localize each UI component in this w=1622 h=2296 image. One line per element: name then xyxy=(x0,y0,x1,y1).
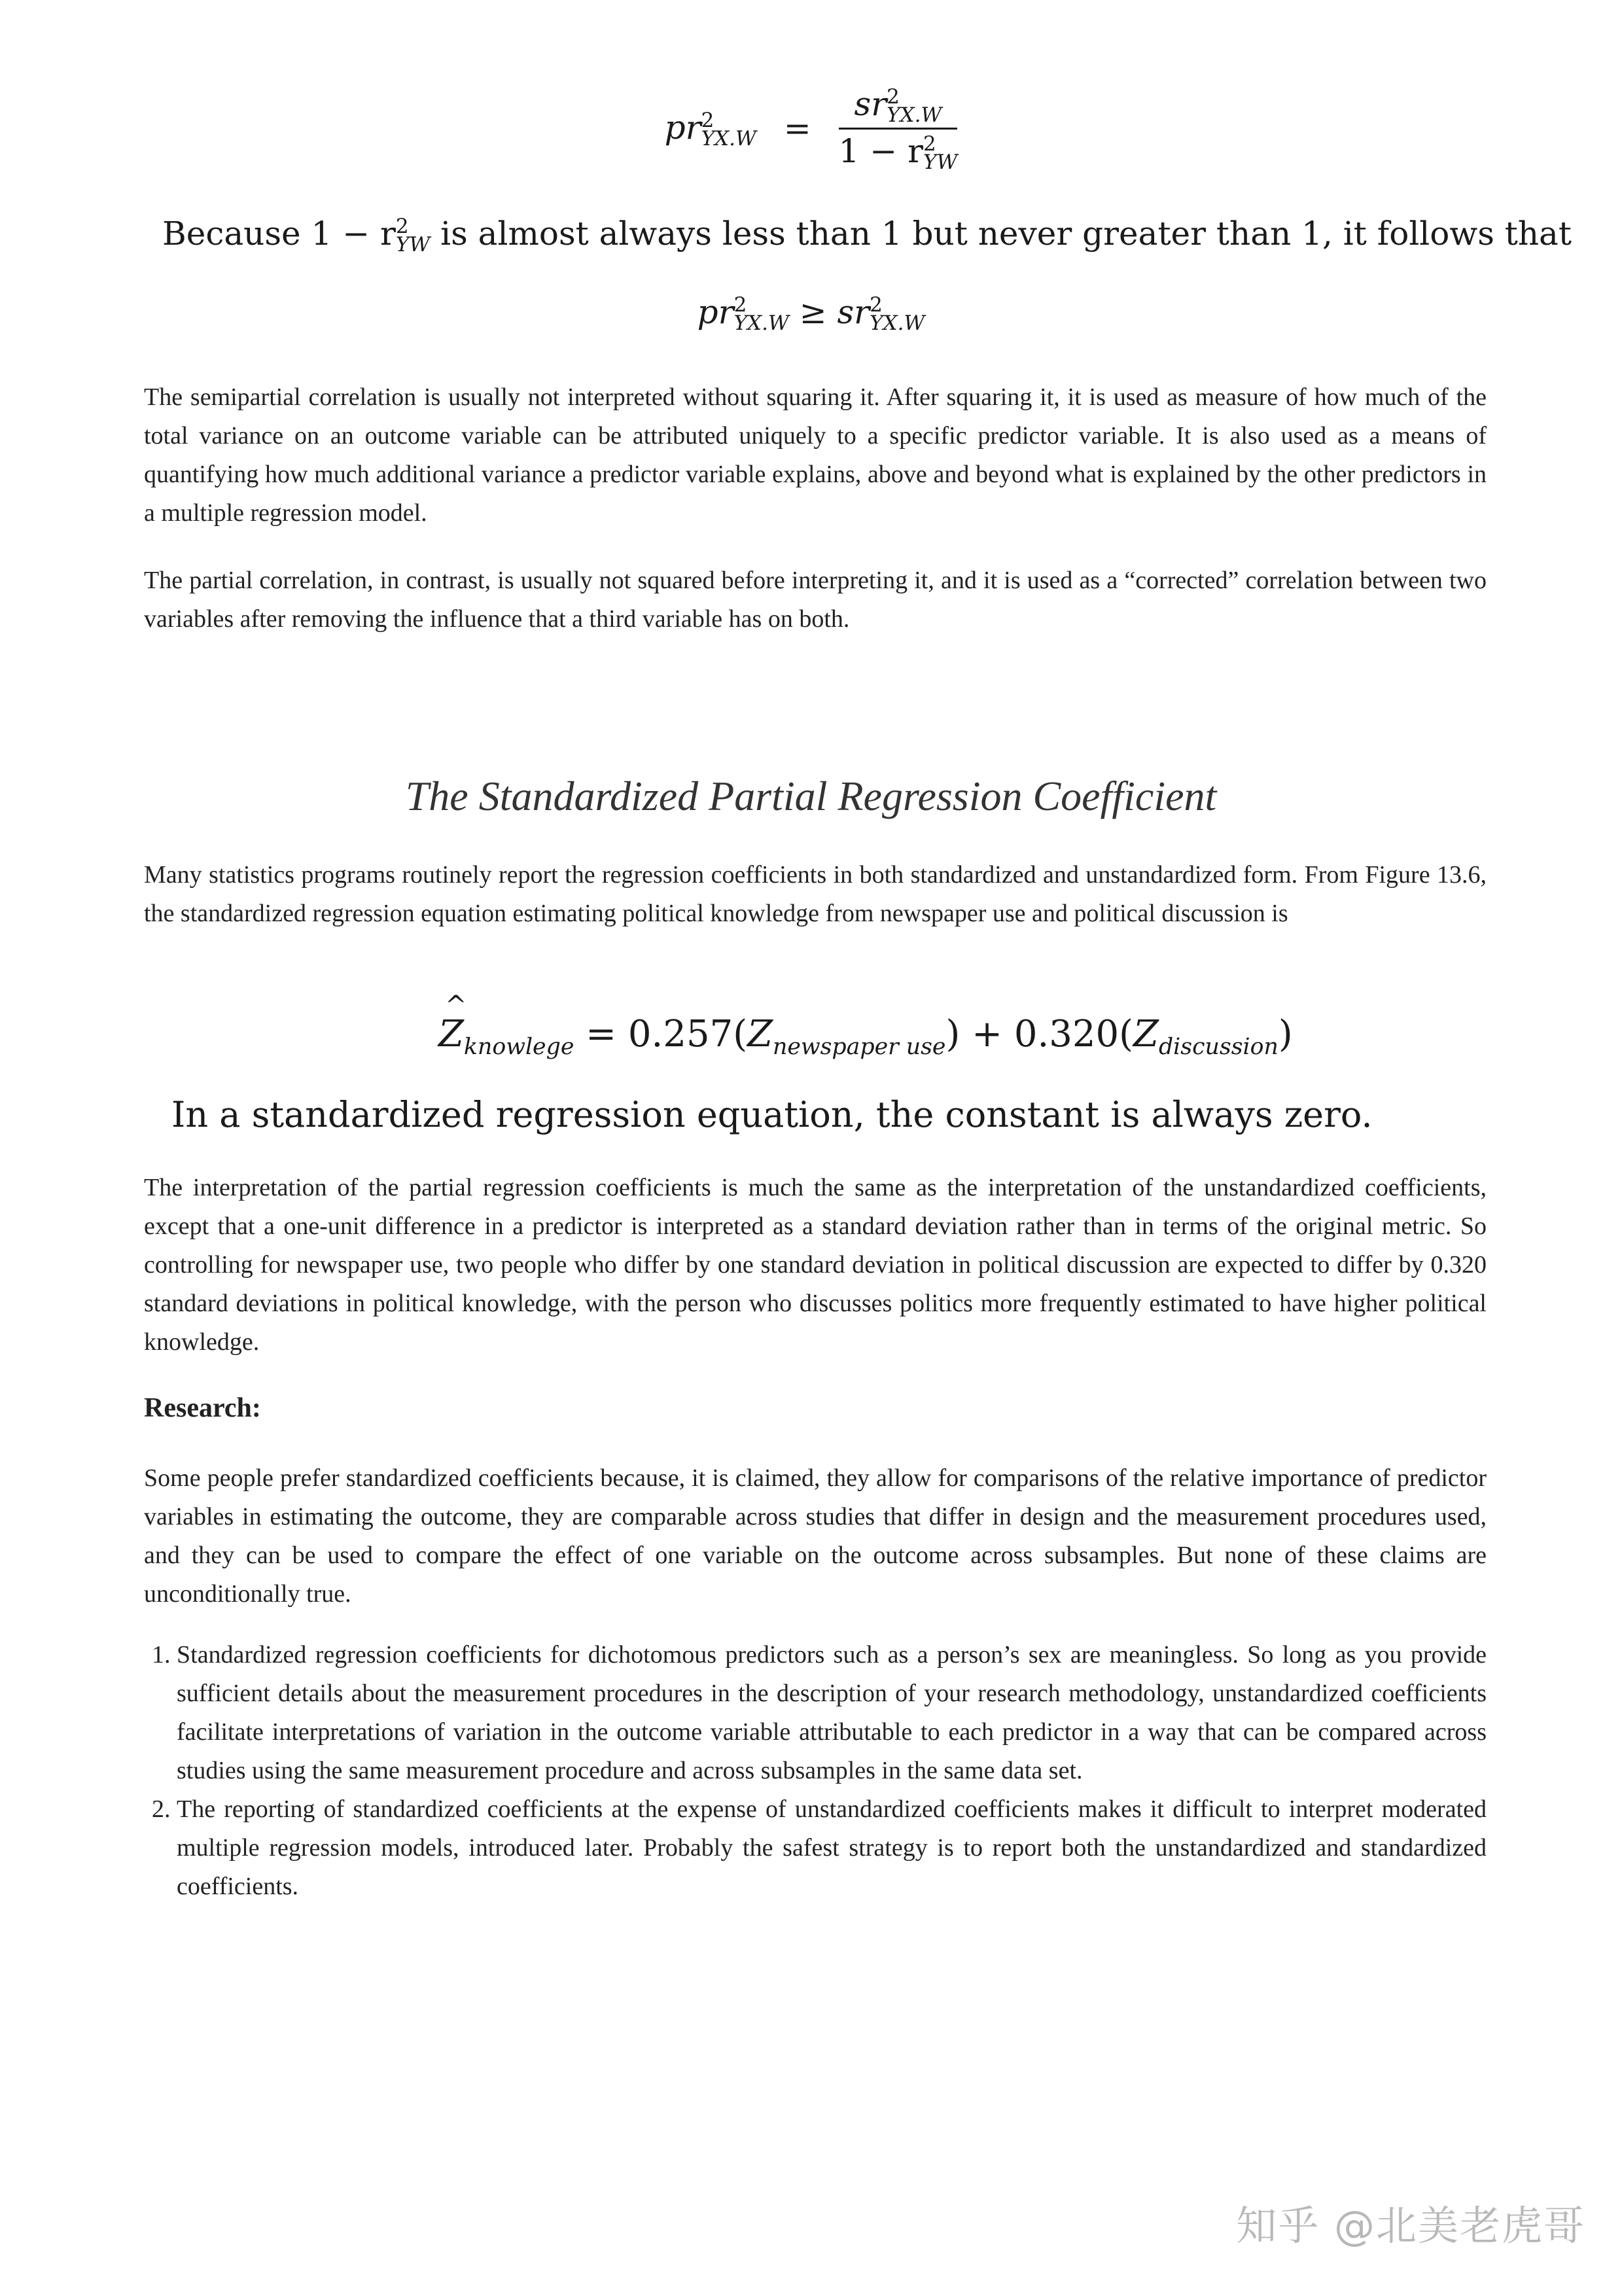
because-sup: 2 xyxy=(395,215,409,239)
section-title: The Standardized Partial Regression Coefficient xyxy=(405,773,1217,819)
paragraph-research: Some people prefer standardized coefficients because, it is claimed, they allow for comparisons of the relative importance of predictor variables in estimating the outcome, they are comparable across studies that differ in design and the measurement procedures used, and they can be used to compare the effect of one variable on the outcome across subsamples. But none of these claims are unconditionally true. xyxy=(144,1464,1487,1608)
watermark: 知乎 @北美老虎哥 xyxy=(1236,2202,1585,2250)
eq2-rhs: sr xyxy=(837,293,870,331)
eq1-num-sub: YX.W xyxy=(887,103,942,127)
eq1-equals: = xyxy=(783,109,811,148)
paragraph-interpretation: The interpretation of the partial regression coefficients is much the same as the interpretation of the unstandardized coefficients, except that a one-unit difference in a predictor is interpreted as a standard deviation rather than in terms of the original metric. So controlling for newspaper use, two people who differ by one standard deviation in political discussion are expected to differ by 0.320 standard deviations in political knowledge, with the person who discusses politics more frequently estimated to have higher political knowledge. xyxy=(144,1174,1487,1356)
eq2-rhs-sub: YX.W xyxy=(870,311,925,335)
paragraph-standardized-intro: Many statistics programs routinely report the regression coefficients in both standardized and unstandardized form. From Figure 13.6, the standardized regression equation estimating political knowledge from newspaper use and political discussion is xyxy=(144,861,1487,927)
list-item-number: 2. xyxy=(152,1795,171,1823)
eq2-lhs: pr xyxy=(697,293,734,331)
eq1-fraction xyxy=(839,85,958,172)
eq3-lhs-sub: knowlege xyxy=(463,1034,574,1061)
list-item-number: 1. xyxy=(152,1641,171,1669)
eq2-geq: ≥ xyxy=(788,293,837,331)
eq3-lhs: ^ Z xyxy=(438,1013,464,1055)
eq3-mid2: ) + 0.320( xyxy=(945,1013,1134,1055)
eq1-lhs-sub: YX.W xyxy=(701,126,756,150)
eq3-z2: Z xyxy=(1133,1013,1159,1055)
eq1-num-sup: 2 xyxy=(887,85,900,109)
list-item-text: The reporting of standardized coefficients at the expense of unstandardized coefficients makes it difficult to interpret moderated multiple regression models, introduced later. Probably the safest strategy is to report both the unstandardized and standardized coefficients. xyxy=(177,1795,1487,1900)
claims-list xyxy=(144,1636,1487,1906)
eq1-den-sup: 2 xyxy=(923,132,936,156)
eq1-numerator: sr xyxy=(854,85,887,123)
paragraph-semipartial: The semipartial correlation is usually not interpreted without squaring it. After squaring it, it is used as measure of how much of the total variance on an outcome variable can be attributed uniquely to a specific predictor variable. It is also used as a means of quantifying how much additional variance a predictor variable explains, above and beyond what is explained by the other predictors in a multiple regression model. xyxy=(144,383,1487,527)
because-post: is almost always less than 1 but never greater than 1, it follows that xyxy=(430,215,1572,253)
eq3-z1: Z xyxy=(747,1013,773,1055)
eq2-lhs-sub: YX.W xyxy=(733,311,789,335)
equation-standardized-regression xyxy=(438,1013,1293,1060)
because-statement xyxy=(162,215,1572,255)
eq2-lhs-sup: 2 xyxy=(733,293,747,317)
list-item xyxy=(144,1636,1487,1790)
eq1-den-sub: YW xyxy=(923,150,958,174)
eq1-lhs-sup: 2 xyxy=(701,109,714,133)
eq3-mid1: = 0.257( xyxy=(574,1013,748,1055)
equation-partial-squared xyxy=(0,85,1622,172)
equation-inequality xyxy=(0,293,1622,333)
eq3-z1-sub: newspaper use xyxy=(772,1034,946,1061)
because-pre: Because 1 − r xyxy=(162,215,396,253)
eq2-rhs-sup: 2 xyxy=(870,293,883,317)
paragraph-partial: The partial correlation, in contrast, is usually not squared before interpreting it, and it is used as a “corrected” correlation between two variables after removing the influence that a third variable has on both. xyxy=(144,567,1487,633)
constant-statement: In a standardized regression equation, the constant is always zero. xyxy=(171,1094,1373,1135)
eq1-denominator: 1 − r xyxy=(838,132,923,170)
list-item-text: Standardized regression coefficients for dichotomous predictors such as a person’s sex are meaningless. So long as you provide sufficient details about the measurement procedures in the description of your research methodology, unstandardized coefficients facilitate interpretations of variation in the outcome variable attributable to each predictor in a way that can be compared across studies using the same measurement procedure and across subsamples in the same data set. xyxy=(177,1641,1487,1784)
list-item xyxy=(144,1790,1487,1906)
eq1-lhs: pr xyxy=(664,108,701,147)
eq3-end: ) xyxy=(1278,1013,1293,1055)
research-heading: Research: xyxy=(144,1393,261,1423)
eq3-z2-sub: discussion xyxy=(1158,1034,1278,1061)
because-sub: YW xyxy=(395,233,431,256)
